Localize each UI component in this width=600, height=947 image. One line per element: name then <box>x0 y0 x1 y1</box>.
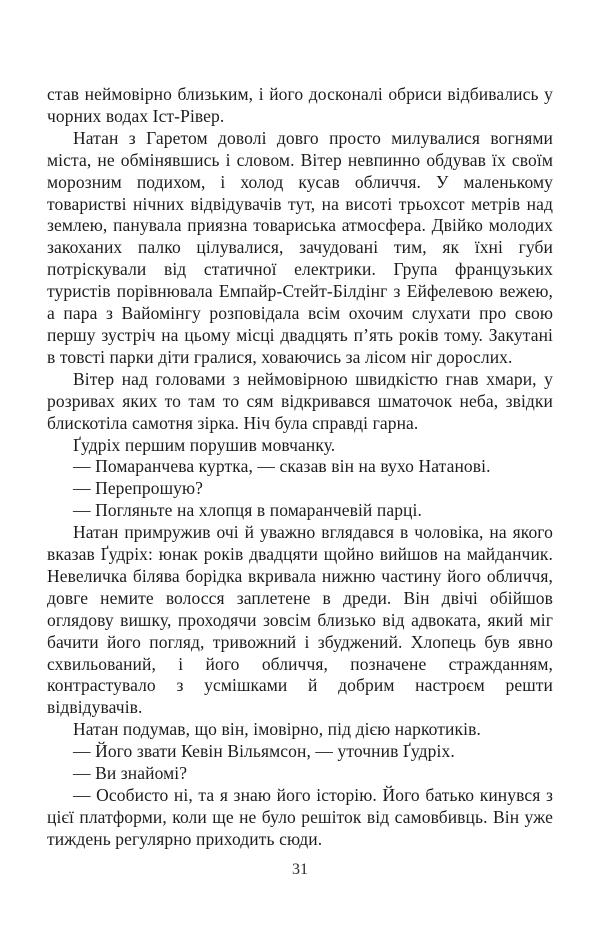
paragraph: — Ви знайомі? <box>73 763 188 784</box>
paragraph: — Погляньте на хлопця в помаранчевій парці. <box>73 500 422 521</box>
paragraph: — Особисто ні, та я знаю його історію. Його батько кинувся з цієї платформи, коли ще не було решіток від самовбивць. Він уже тиждень регулярно приходить сюди. <box>47 785 553 849</box>
paragraph: Вітер над головами з неймовірною швидкістю гнав хмари, у розривах яких то там то сям відкривався шматочок неба, звідки блискотіла самотня зірка. Ніч була справді гарна. <box>47 368 553 433</box>
paragraph: — Помаранчева куртка, — сказав він на вухо Натанові. <box>73 456 491 477</box>
paragraph: Ґудріх першим порушив мовчанку. <box>73 434 336 455</box>
page-number: 31 <box>292 861 308 878</box>
paragraph: — Перепрошую? <box>73 478 204 499</box>
page-text <box>47 84 553 851</box>
paragraph: Натан подумав, що він, імовірно, під дією наркотиків. <box>73 719 481 740</box>
paragraph: — Його звати Кевін Вільямсон, — уточнив Ґудріх. <box>73 741 455 762</box>
paragraph: Натан з Гаретом доволі довго просто милувалися вогнями міста, не обмінявшись і словом. Вітер невпинно обдував їх своїм морозним подихом, і холод кусав обличчя. У маленькому товаристві нічних відвідувачів тут, на висоті трьохсот метрів над землею, панувала приязна товариська атмосфера. Двійко молодих закоханих палко цілувалися, зачудовані тим, як їхні губи потріскували від статичної електрики. Група французьких туристів порівнювала Емпайр-Стейт-Білдінг з Ейфелевою вежею, а пара з Вайомінгу розповідала всім охочим слухати про свою першу зустріч на цьому місці двадцять п’ять років тому. Закутані в товсті парки діти гралися, ховаючись за лісом ніг дорослих. <box>47 127 553 367</box>
paragraph: став неймовірно близьким, і його досконалі обриси відбивались у чорних водах Іст-Рівер. <box>47 84 553 126</box>
paragraph: Натан примружив очі й уважно вглядався в чоловіка, на якого вказав Ґудріх: юнак років двадцяти щойно вийшов на майданчик. Невеличка білява борідка вкривала нижню частину його обличчя, довге немите волосся заплетене в дреди. Він двічі обійшов оглядову вишку, проходячи зовсім близько від адвоката, який міг бачити його погляд, тривожний і збуджений. Хлопець був явно схвильований, і його обличчя, позначене стражданням, контрастувало з усмішками й добрим настроєм решти відвідувачів. <box>47 522 553 718</box>
